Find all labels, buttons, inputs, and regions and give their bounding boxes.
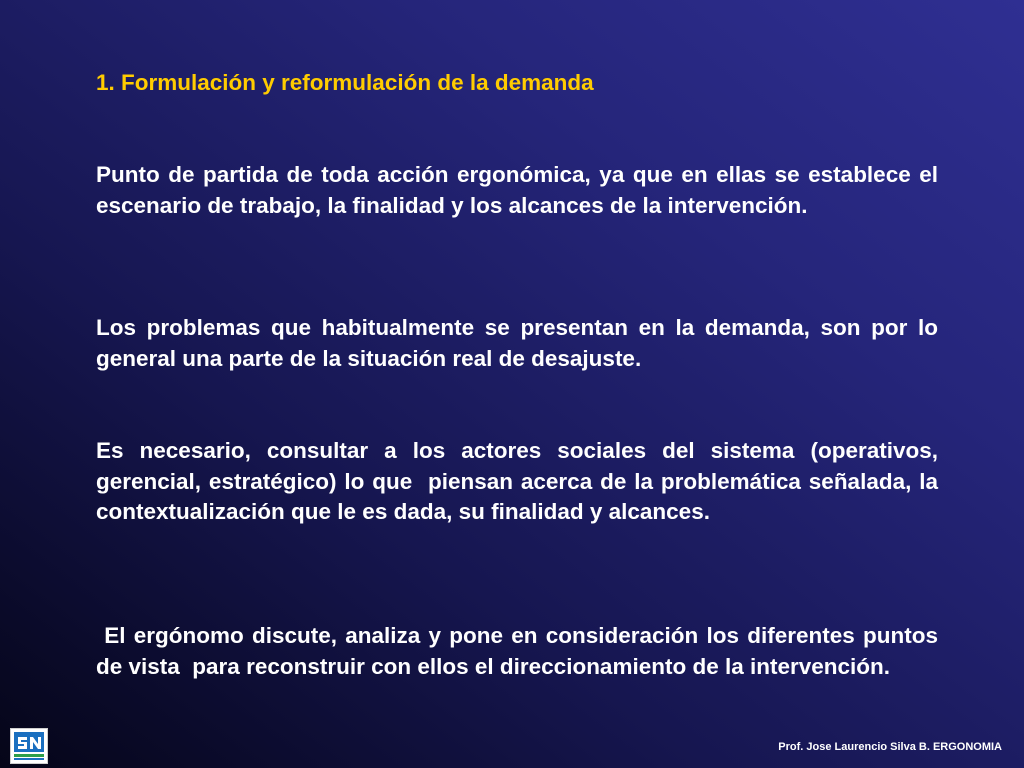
paragraph-ergonomo: El ergónomo discute, analiza y pone en consideración los diferentes puntos de vista para reconstruir con ellos el direccionamiento de la intervención. [96, 623, 945, 679]
slide-title: 1. Formulación y reformulación de la demanda [96, 70, 594, 95]
paragraph-punto-de-partida: Punto de partida de toda acción ergonómica, ya que en ellas se establece el escenario de trabajo, la finalidad y los alcances de la intervención. [96, 162, 945, 218]
paragraph-problemas: Los problemas que habitualmente se presentan en la demanda, son por lo general una parte de la situación real de desajuste. [96, 315, 945, 371]
footer-credit: Prof. Jose Laurencio Silva B. ERGONOMIA [778, 741, 1002, 753]
institution-logo-icon [10, 728, 48, 764]
paragraph-actores-sociales: Es necesario, consultar a los actores sociales del sistema (operativos, gerencial, estratégico) lo que piensan acerca de la problemática señalada, la contextualización que le es dada, su finalidad y alcances. [96, 438, 945, 524]
